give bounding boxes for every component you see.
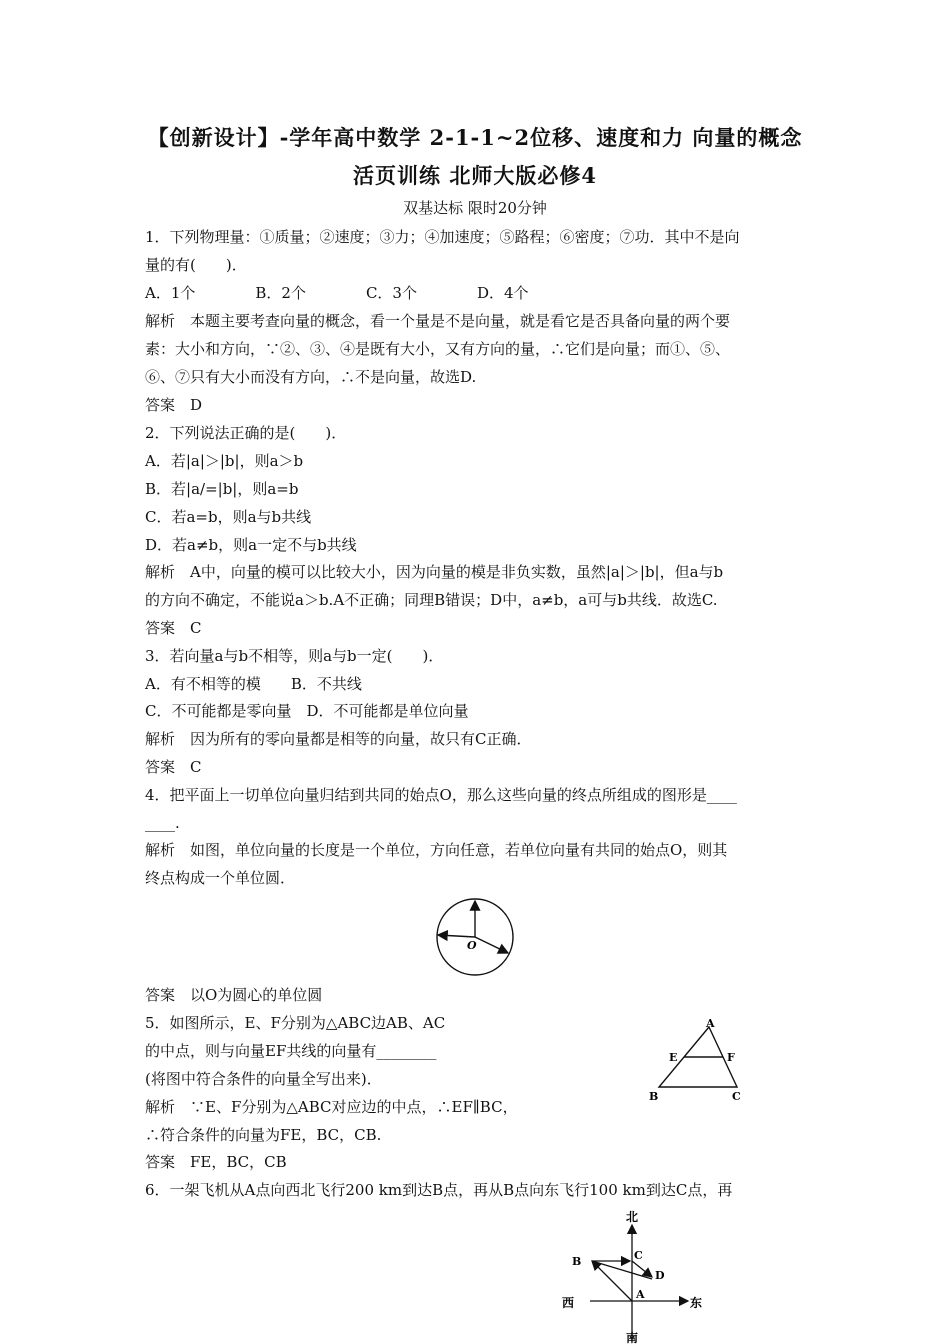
text-line: C．若a=b，则a与b共线 xyxy=(145,508,312,526)
text-line: A．1个 B．2个 C．3个 D．4个 xyxy=(145,284,529,302)
text-line: 4．把平面上一切单位向量归结到共同的始点O，那么这些向量的终点所组成的图形是____ xyxy=(145,786,737,804)
text-line: 解析 如图，单位向量的长度是一个单位，方向任意，若单位向量有共同的始点O，则其 xyxy=(145,841,728,859)
text-line: 答案 FE，BC，CB xyxy=(145,1153,287,1171)
point-d-label: D xyxy=(655,1269,665,1282)
circle-center-label: O xyxy=(467,939,477,952)
text-line: 答案 D xyxy=(145,396,203,414)
text-line: D．若a≠b，则a一定不与b共线 xyxy=(145,536,357,554)
document-title-line1: 【创新设计】-学年高中数学 2-1-1~2位移、速度和力 向量的概念 xyxy=(147,125,803,150)
text-line: 解析 ∵E、F分别为△ABC对应边的中点，∴EF∥BC， xyxy=(145,1098,518,1116)
text-line: 的中点，则与向量EF共线的向量有________ xyxy=(145,1042,437,1060)
text-line: 的方向不确定，不能说a＞b.A不正确；同理B错误；D中，a≠b，a可与b共线．故选C. xyxy=(145,591,718,609)
point-c-label: C xyxy=(634,1249,643,1262)
text-line: 5．如图所示，E、F分别为△ABC边AB、AC xyxy=(145,1014,446,1032)
text-line: 解析 A中，向量的模可以比较大小，因为向量的模是非负实数，虽然|a|＞|b|，但a与b xyxy=(145,563,724,581)
text-line: 2．下列说法正确的是( )． xyxy=(145,424,347,442)
document-title-line2: 活页训练 北师大版必修4 xyxy=(353,163,597,188)
document-subtitle: 双基达标 限时20分钟 xyxy=(403,199,547,217)
text-line: 答案 C xyxy=(145,619,202,637)
point-b-label: B xyxy=(572,1255,582,1268)
triangle-figure xyxy=(645,1015,750,1105)
text-line: 素：大小和方向，∵②、③、④是既有大小，又有方向的量，∴它们是向量；而①、⑤、 xyxy=(145,340,731,358)
vector-cd xyxy=(632,1261,652,1277)
text-line: 3．若向量a与b不相等，则a与b一定( )． xyxy=(145,647,444,665)
compass-figure xyxy=(560,1205,710,1344)
text-line: 解析 本题主要考查向量的概念，看一个量是不是向量，就是看它是否具备向量的两个要 xyxy=(145,312,731,330)
text-line: 6．一架飞机从A点向西北飞行200 km到达B点，再从B点向东飞行100 km到达C点，再 xyxy=(145,1181,733,1199)
text-line: B．若|a/=|b|，则a=b xyxy=(145,480,299,498)
vector-down-right xyxy=(475,937,508,953)
point-e-label: E xyxy=(669,1051,678,1064)
text-line: A．若|a|＞|b|，则a＞b xyxy=(145,452,304,470)
vertex-a-label: A xyxy=(706,1017,715,1030)
text-line: 答案 C xyxy=(145,758,202,776)
text-line: C．不可能都是零向量 D．不可能都是单位向量 xyxy=(145,702,469,720)
vertex-c-label: C xyxy=(732,1090,741,1103)
point-f-label: F xyxy=(727,1051,735,1064)
vertex-b-label: B xyxy=(649,1090,659,1103)
text-line: 解析 因为所有的零向量都是相等的向量，故只有C正确． xyxy=(145,730,532,748)
point-a-label: A xyxy=(636,1288,645,1301)
text-line: 量的有( )． xyxy=(145,256,247,274)
text-line: 终点构成一个单位圆． xyxy=(145,869,296,887)
east-label: 东 xyxy=(690,1296,703,1310)
vector-left xyxy=(438,935,475,937)
text-line: (将图中符合条件的向量全写出来)． xyxy=(145,1070,382,1088)
south-label: 南 xyxy=(626,1331,639,1344)
north-label: 北 xyxy=(626,1210,639,1224)
text-line: ____. xyxy=(145,814,180,832)
text-line: A．有不相等的模 B．不共线 xyxy=(145,675,362,693)
west-label: 西 xyxy=(562,1296,575,1310)
text-line: ∴符合条件的向量为FE，BC，CB. xyxy=(145,1126,382,1144)
text-line: 答案 以O为圆心的单位圆 xyxy=(145,986,323,1004)
text-line: 1．下列物理量：①质量；②速度；③力；④加速度；⑤路程；⑥密度；⑦功．其中不是向 xyxy=(145,228,740,246)
unit-circle-figure xyxy=(430,897,520,977)
text-line: ⑥、⑦只有大小而没有方向，∴不是向量，故选D. xyxy=(145,368,477,386)
